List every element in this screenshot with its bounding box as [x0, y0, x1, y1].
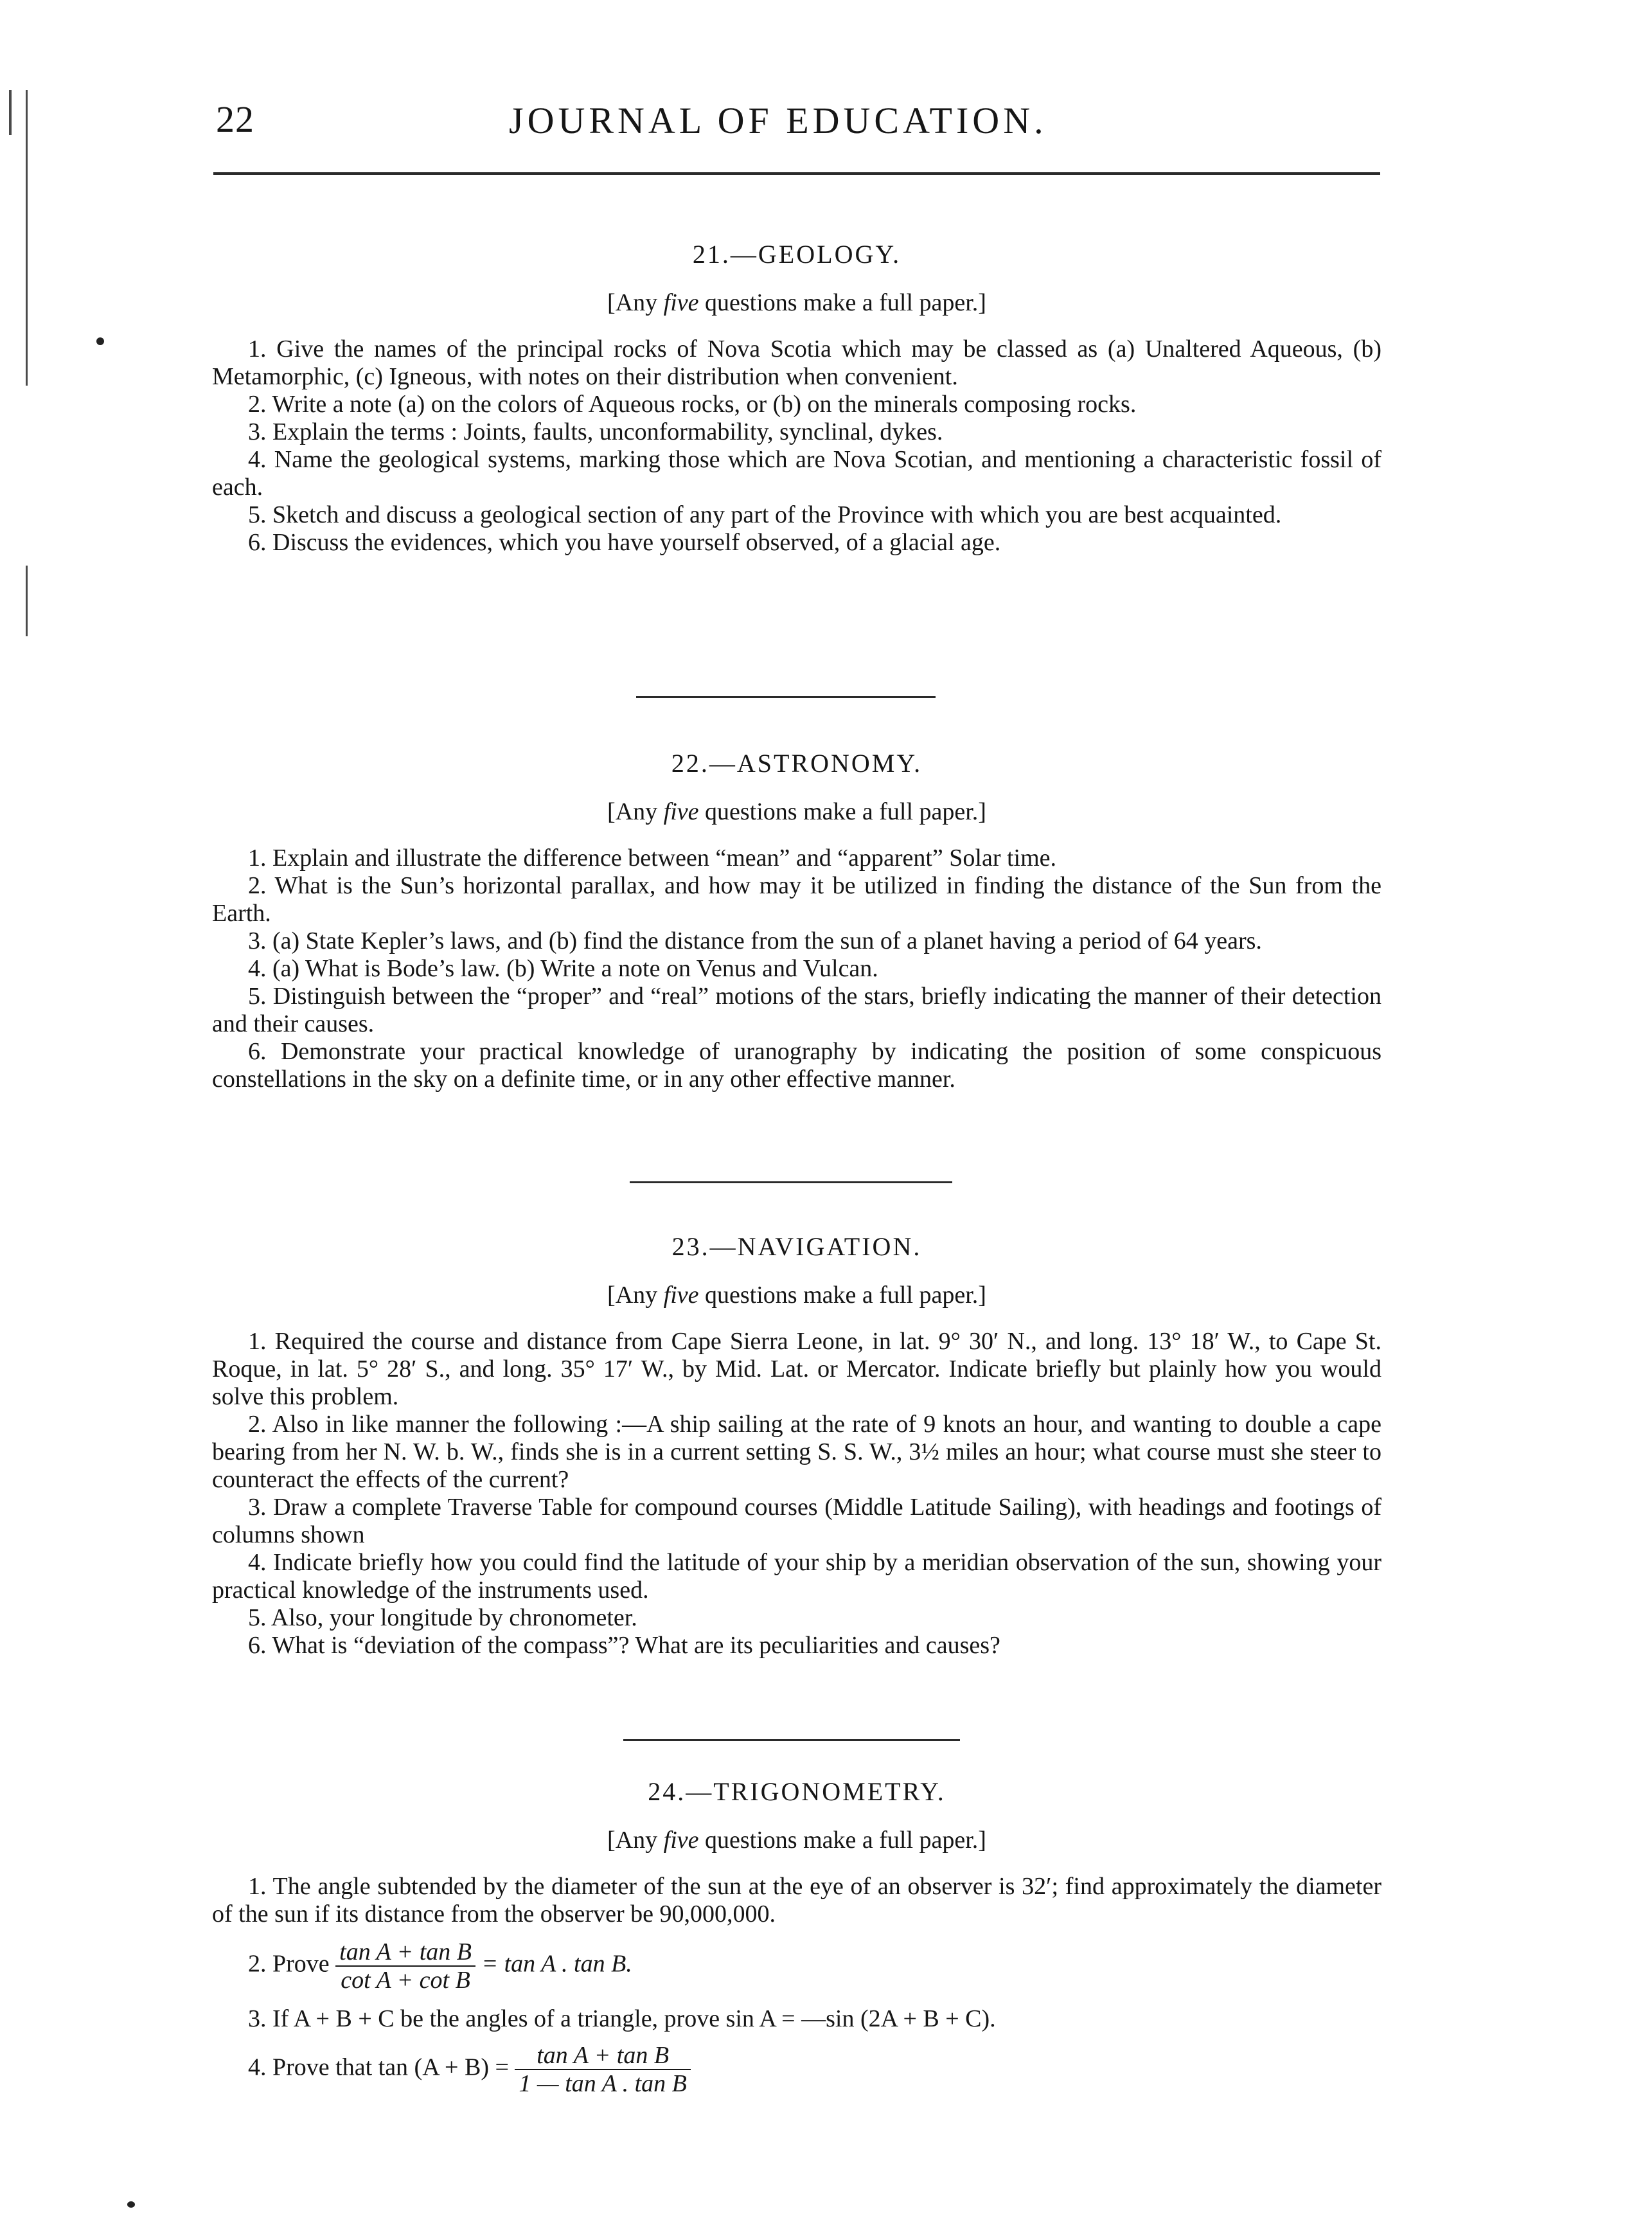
- question: 2. Write a note (a) on the colors of Aqueous rocks, or (b) on the minerals composing rocks.: [248, 391, 1137, 418]
- math-label: 4. Prove that tan (A + B) =: [248, 2053, 509, 2081]
- instruction-text: [Any: [607, 289, 664, 316]
- instruction-emphasis: five: [663, 798, 699, 825]
- question-math: 3. If A + B + C be the angles of a triangle, prove sin A = —sin (2A + B + C).: [248, 2005, 996, 2032]
- question: 6. Demonstrate your practical knowledge of uranography by indicating the position of some conspicuous constellations in the sky on a definite time, or in any other effective manner.: [212, 1038, 1381, 1093]
- section-title: 24.—TRIGONOMETRY.: [648, 1777, 946, 1806]
- instruction-text: [Any: [607, 1827, 664, 1854]
- margin-mark: [9, 90, 12, 135]
- header-rule: [213, 172, 1380, 175]
- section-instruction: [212, 285, 1381, 320]
- ink-dot: [127, 2201, 135, 2208]
- question: 5. Distinguish between the “proper” and “real” motions of the stars, briefly indicating the manner of their detection and their causes.: [212, 983, 1381, 1037]
- fraction-denominator: cot A + cot B: [341, 1967, 470, 1994]
- instruction-text: [Any: [607, 1282, 664, 1309]
- question-math: [212, 2042, 1381, 2097]
- section-instruction: [212, 1823, 1381, 1857]
- question: 3. (a) State Kepler’s laws, and (b) find the distance from the sun of a planet having a period of 64 years.: [248, 927, 1262, 954]
- question-math: [212, 1938, 1381, 1994]
- section-divider: [623, 1739, 960, 1741]
- instruction-text: questions make a full paper.]: [698, 798, 986, 825]
- question: 1. The angle subtended by the diameter of the sun at the eye of an observer is 32′; find approximately the diameter of the sun if its distance from the observer be 90,000,000.: [212, 1873, 1381, 1927]
- question: 4. Indicate briefly how you could find the latitude of your ship by a meridian observation of the sun, showing your practical knowledge of the instruments used.: [212, 1549, 1381, 1604]
- instruction-emphasis: five: [663, 1827, 699, 1854]
- question: 1. Give the names of the principal rocks of Nova Scotia which may be classed as (a) Unaltered Aqueous, (b) Metamorphic, (c) Igneous, with notes on their distribution when convenient.: [212, 335, 1381, 390]
- question: 5. Sketch and discuss a geological section of any part of the Province with which you are best acquainted.: [248, 501, 1282, 528]
- section-trigonometry: [212, 1774, 1381, 2097]
- journal-title: JOURNAL OF EDUCATION.: [509, 100, 1047, 141]
- section-divider: [636, 696, 936, 698]
- question: 6. What is “deviation of the compass”? What are its peculiarities and causes?: [248, 1632, 1000, 1659]
- instruction-emphasis: five: [663, 289, 699, 316]
- fraction-numerator: tan A + tan B: [515, 2042, 690, 2070]
- section-geology: [212, 237, 1381, 557]
- instruction-text: questions make a full paper.]: [698, 1282, 986, 1309]
- instruction-text: questions make a full paper.]: [698, 289, 986, 316]
- fraction: [515, 2042, 690, 2097]
- section-title: 22.—ASTRONOMY.: [671, 749, 923, 778]
- question: 6. Discuss the evidences, which you have yourself observed, of a glacial age.: [248, 529, 1001, 556]
- section-instruction: [212, 1278, 1381, 1312]
- page-header: [213, 95, 1380, 159]
- fraction-denominator: 1 — tan A . tan B: [519, 2070, 687, 2097]
- section-divider: [630, 1181, 952, 1183]
- instruction-text: questions make a full paper.]: [698, 1827, 986, 1854]
- question: 4. (a) What is Bode’s law. (b) Write a note on Venus and Vulcan.: [248, 955, 878, 982]
- section-instruction: [212, 794, 1381, 829]
- question: 4. Name the geological systems, marking those which are Nova Scotian, and mentioning a characteristic fossil of each.: [212, 446, 1381, 501]
- section-title: 21.—GEOLOGY.: [692, 240, 901, 269]
- section-navigation: [212, 1229, 1381, 1659]
- fraction-numerator: tan A + tan B: [335, 1938, 475, 1967]
- margin-mark: [26, 566, 28, 636]
- page-number: 22: [216, 98, 254, 140]
- math-label: 2. Prove: [248, 1950, 330, 1978]
- instruction-emphasis: five: [663, 1282, 699, 1309]
- question: 2. Also in like manner the following :—A ship sailing at the rate of 9 knots an hour, and wanting to double a cape bearing from her N. W. b. W., finds she is in a current setting S. S. W., 3½ miles an hour; what course must she steer to counteract the effects of the current?: [212, 1411, 1381, 1493]
- ink-dot: [96, 337, 104, 345]
- question: 3. Explain the terms : Joints, faults, unconformability, synclinal, dykes.: [248, 418, 943, 445]
- question: 3. Draw a complete Traverse Table for compound courses (Middle Latitude Sailing), with headings and footings of columns shown: [212, 1494, 1381, 1548]
- math-rhs: = tan A . tan B.: [481, 1950, 632, 1978]
- question: 2. What is the Sun’s horizontal parallax, and how may it be utilized in finding the distance of the Sun from the Earth.: [212, 872, 1381, 927]
- section-title: 23.—NAVIGATION.: [671, 1232, 922, 1261]
- question: 1. Required the course and distance from Cape Sierra Leone, in lat. 9° 30′ N., and long. 13° 18′ W., to Cape St. Roque, in lat. 5° 28′ S., and long. 35° 17′ W., by Mid. Lat. or Mercator. Indicate briefly but plainly how you would solve this problem.: [212, 1328, 1381, 1410]
- question: 5. Also, your longitude by chronometer.: [248, 1604, 637, 1631]
- fraction: [335, 1938, 475, 1994]
- question: 1. Explain and illustrate the difference between “mean” and “apparent” Solar time.: [248, 845, 1057, 872]
- section-astronomy: [212, 746, 1381, 1093]
- margin-mark: [26, 257, 28, 386]
- instruction-text: [Any: [607, 798, 664, 825]
